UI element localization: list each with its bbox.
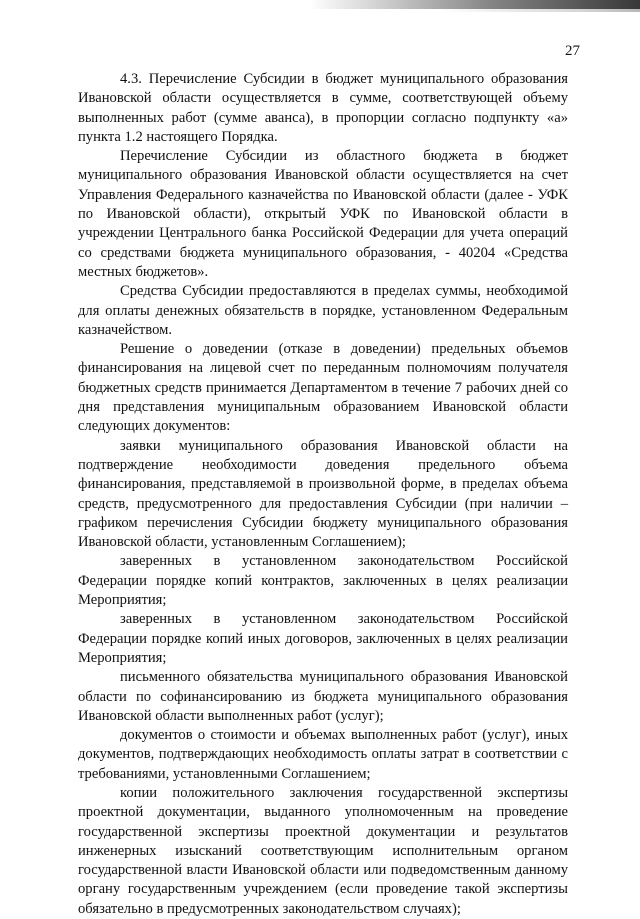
list-item-expertise-conclusion: копии положительного заключения государственной экспертизы проектной документации, выданного уполномоченным на проведение государственной экспертизы проектной документации и результатов инженерных изысканий соответствующим исполнительным органом государственной власти Ивановской области или подведомственным данному органу государственным учреждением (если проведение такой экспертизы обязательно в предусмотренных законодательством случаях); — [78, 784, 568, 917]
scan-edge-shadow — [440, 9, 640, 12]
paragraph-decision: Решение о доведении (отказе в доведении) предельных объемов финансирования на лицевой счет по переданным полномочиям получателя бюджетных средств принимается Департаментом в течение 7 рабочих дней со дня представления муниципальным образованием Ивановской области следующих документов: — [78, 341, 568, 435]
scan-edge-artifact — [310, 0, 640, 9]
document-body — [78, 70, 568, 919]
list-item-work-cost-documents: документов о стоимости и объемах выполненных работ (услуг), иных документов, подтверждающих необходимость оплаты затрат в соответствии с требованиями, установленными Соглашением; — [78, 727, 568, 782]
paragraph-transfer-account: Перечисление Субсидии из областного бюджета в бюджет муниципального образования Ивановской области осуществляется на счет Управления Федерального казначейства по Ивановской области (далее - УФК по Ивановской области), открытый УФК по Ивановской области в учреждении Центрального банка Российской Федерации для учета операций со средствами бюджета муниципального образования, - 40204 «Средства местных бюджетов». — [78, 148, 568, 280]
paragraph-funds-limits: Средства Субсидии предоставляются в пределах суммы, необходимой для оплаты денежных обязательств в порядке, установленном Федеральным казначейством. — [78, 283, 568, 338]
list-item-contract-copies: заверенных в установленном законодательством Российской Федерации порядке копий контрактов, заключенных в целях реализации Мероприятия; — [78, 553, 568, 609]
list-item-cofinancing-obligation: письменного обязательства муниципального образования Ивановской области по софинансированию из бюджета муниципального образования Ивановской области выполненных работ (услуг); — [78, 669, 568, 724]
list-item-other-agreements: заверенных в установленном законодательством Российской Федерации порядке копий иных договоров, заключенных в целях реализации Мероприятия; — [78, 611, 568, 666]
page-number: 27 — [565, 43, 580, 59]
list-item-application: заявки муниципального образования Ивановской области на подтверждение необходимости доведения предельного объема финансирования, представляемой в произвольной форме, в пределах объема средств, предусмотренного для предоставления Субсидии (при наличии – графиком перечисления Субсидии бюджету муниципального образования Ивановской области, установленным Соглашением); — [78, 437, 568, 551]
paragraph-4-3: 4.3. Перечисление Субсидии в бюджет муниципального образования Ивановской области осуществляется в сумме, соответствующей объему выполненных работ (сумме аванса), в пропорции согласно подпункту «а» пункта 1.2 настоящего Порядка. — [78, 71, 568, 145]
